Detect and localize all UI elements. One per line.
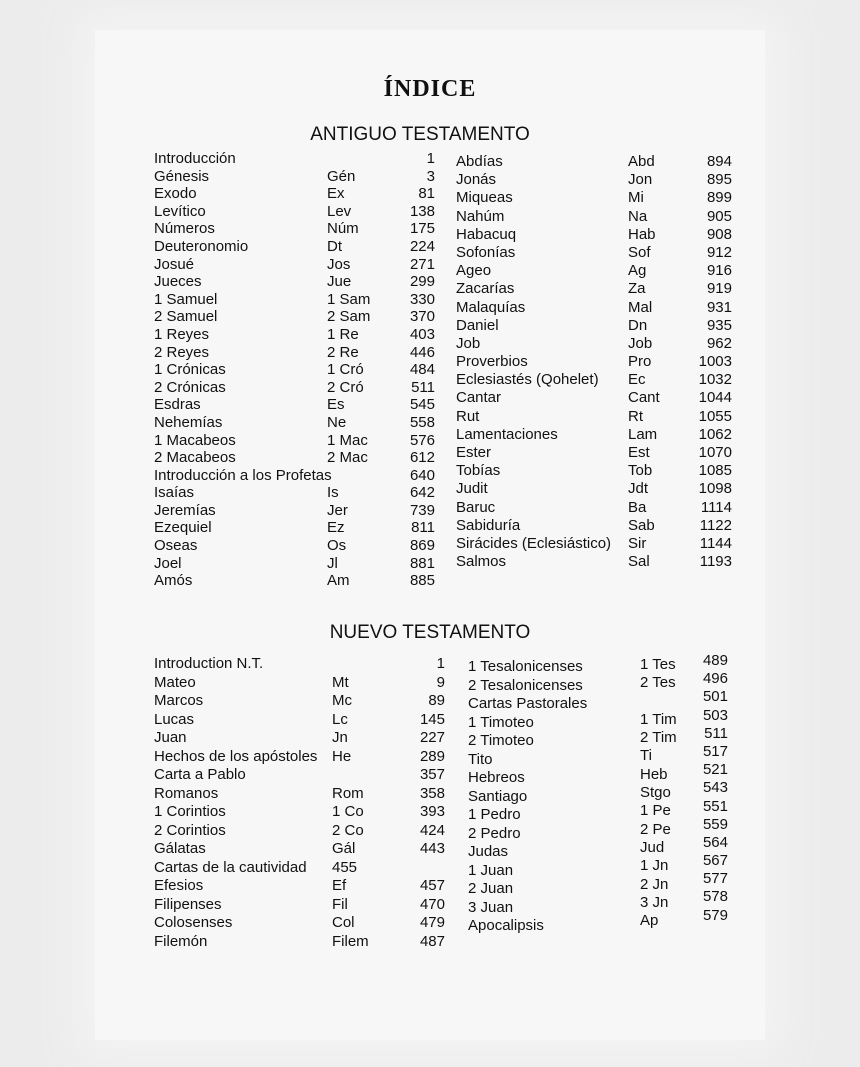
page-number: 227: [419, 729, 445, 746]
book-abbreviation: Hab: [628, 225, 656, 243]
book-name: Colosenses: [154, 914, 233, 931]
book-abbreviation: Is: [327, 484, 339, 502]
book-abbreviation: Jdt: [628, 480, 649, 498]
page-number: 1114: [700, 498, 732, 516]
book-name: Rut: [456, 407, 480, 425]
book-name: Jueces: [154, 273, 202, 291]
book-name: Hechos de los apóstoles: [154, 747, 318, 765]
book-name: Judit: [456, 480, 488, 498]
book-abbreviation: Mal: [628, 298, 653, 316]
book-abbreviation: Fil: [332, 895, 348, 913]
book-name: Carta a Pablo: [154, 766, 246, 783]
book-abbreviation: Heb: [640, 765, 668, 783]
page-number: 567: [702, 852, 728, 870]
book-abbreviation: Jud: [640, 838, 665, 856]
book-abbreviation: 1 Co: [332, 803, 364, 820]
book-name: Exodo: [154, 185, 197, 203]
page-number: 501: [702, 688, 728, 706]
book-name: Filipenses: [154, 895, 222, 913]
page-number: 1003: [698, 353, 732, 371]
book-abbreviation: Jos: [327, 255, 351, 273]
book-abbreviation: 455: [332, 858, 358, 876]
book-abbreviation: 1 Pe: [640, 802, 671, 820]
page-number: 739: [409, 501, 435, 519]
book-abbreviation: Na: [628, 207, 648, 225]
book-name: Daniel: [456, 316, 499, 334]
book-name: Lamentaciones: [456, 425, 558, 443]
book-abbreviation: He: [332, 747, 352, 765]
book-name: Tito: [468, 750, 493, 768]
book-name: Zacarías: [456, 280, 515, 298]
page-number: 81: [418, 185, 435, 203]
page-number: 642: [409, 484, 435, 502]
page-number: 912: [706, 243, 732, 261]
page-number: 543: [702, 779, 728, 797]
book-abbreviation: Ap: [640, 912, 659, 930]
page-number: 358: [419, 784, 445, 802]
book-name: 2 Timoteo: [468, 732, 534, 749]
page-number: 89: [428, 692, 445, 709]
book-name: Malaquías: [456, 298, 526, 316]
page-number: 1062: [698, 425, 732, 443]
book-name: Efesios: [154, 877, 204, 894]
page-number: 559: [702, 815, 728, 833]
book-name: Santiago: [468, 787, 528, 805]
page-number: 640: [409, 466, 435, 484]
book-abbreviation: Sab: [628, 516, 655, 534]
book-abbreviation: Ag: [628, 262, 647, 280]
book-name: 1 Timoteo: [468, 713, 534, 731]
page-number: 138: [409, 202, 435, 220]
book-abbreviation: Cant: [628, 389, 660, 407]
page-number: 357: [419, 766, 445, 783]
book-name: Job: [456, 334, 481, 352]
book-name: 2 Reyes: [154, 343, 210, 361]
book-abbreviation: Stgo: [640, 784, 671, 802]
book-name: 1 Corintios: [154, 803, 226, 820]
book-name: Gálatas: [154, 840, 206, 857]
book-name: Lucas: [154, 710, 195, 728]
book-abbreviation: 2 Tim: [640, 729, 677, 747]
book-name: Ezequiel: [154, 519, 212, 537]
page-number: 271: [409, 255, 435, 273]
page-number: 935: [706, 316, 732, 334]
book-abbreviation: Gén: [327, 167, 356, 185]
book-name: Sabiduría: [456, 516, 521, 534]
book-abbreviation: Sir: [628, 534, 647, 552]
book-abbreviation: Rt: [628, 407, 643, 425]
book-abbreviation: Am: [327, 572, 350, 590]
page-number: 457: [419, 877, 445, 894]
book-name: Jeremías: [154, 501, 216, 519]
book-name: Cartas Pastorales: [468, 695, 588, 712]
book-name: Proverbios: [456, 353, 528, 371]
page-number: 9: [436, 673, 445, 691]
page-number: 962: [706, 334, 732, 352]
book-abbreviation: Mi: [628, 189, 644, 207]
book-name: 2 Pedro: [468, 824, 521, 842]
book-name: Apocalipsis: [468, 917, 544, 934]
page-number: 487: [419, 932, 445, 950]
book-abbreviation: 3 Jn: [640, 893, 669, 911]
page-number: 576: [409, 431, 435, 449]
book-abbreviation: 2 Pe: [640, 820, 671, 838]
book-abbreviation: Ex: [327, 185, 345, 203]
book-abbreviation: 1 Tes: [640, 656, 676, 673]
book-name: Deuteronomio: [154, 237, 249, 255]
book-name: Marcos: [154, 692, 204, 709]
book-name: Judas: [468, 843, 509, 860]
page-number: 479: [419, 914, 445, 931]
book-name: Cantar: [456, 389, 502, 407]
page-number: 517: [702, 742, 728, 760]
book-abbreviation: Ef: [332, 877, 347, 894]
page-number: 885: [409, 572, 435, 590]
book-name: Oseas: [154, 537, 198, 555]
book-name: Hebreos: [468, 769, 525, 786]
page-number: 551: [702, 797, 728, 815]
book-abbreviation: Est: [628, 444, 650, 461]
page-number: 894: [706, 153, 732, 170]
book-abbreviation: Za: [628, 280, 646, 298]
book-name: Abdías: [456, 153, 503, 170]
page-number: 577: [702, 870, 728, 888]
book-name: 1 Macabeos: [154, 431, 236, 449]
book-name: 3 Juan: [468, 898, 514, 916]
book-abbreviation: 1 Mac: [327, 431, 368, 449]
book-abbreviation: 2 Sam: [327, 308, 371, 326]
page-number: 443: [419, 840, 445, 857]
book-name: Joel: [154, 554, 182, 572]
page-number: 1: [436, 655, 445, 672]
book-name: Amós: [154, 572, 193, 590]
book-abbreviation: Filem: [332, 932, 369, 950]
book-abbreviation: 2 Jn: [640, 875, 669, 893]
book-abbreviation: Es: [327, 396, 345, 414]
page-number: 511: [411, 378, 435, 396]
page-number: 1098: [698, 480, 732, 498]
book-name: Tobías: [456, 462, 501, 480]
book-name: Introduction N.T.: [154, 655, 264, 672]
book-abbreviation: 2 Re: [327, 343, 359, 361]
page-number: 175: [409, 220, 435, 238]
book-name: Filemón: [154, 932, 208, 950]
page-number: 424: [419, 821, 445, 839]
page-number: 330: [409, 290, 435, 308]
book-abbreviation: Job: [628, 334, 653, 352]
new-testament-heading: NUEVO TESTAMENTO: [329, 622, 531, 643]
page-number: 919: [706, 280, 732, 298]
book-abbreviation: Mt: [332, 673, 349, 691]
book-name: Números: [154, 220, 215, 238]
book-abbreviation: 1 Cró: [327, 361, 364, 379]
book-abbreviation: Jue: [327, 273, 352, 291]
page-number: 905: [706, 207, 732, 225]
page-number: 484: [409, 361, 435, 379]
page-number: 931: [706, 298, 732, 316]
book-name: Josué: [154, 255, 195, 273]
page-title: ÍNDICE: [383, 76, 477, 102]
page-number: 811: [411, 519, 435, 537]
book-abbreviation: Jl: [327, 554, 338, 572]
book-name: Habacuq: [456, 225, 517, 243]
book-abbreviation: 2 Mac: [327, 449, 368, 467]
book-abbreviation: Dt: [327, 237, 342, 255]
book-abbreviation: Abd: [628, 153, 655, 170]
book-abbreviation: Rom: [332, 784, 364, 802]
book-abbreviation: 2 Co: [332, 821, 364, 839]
page-number: 545: [409, 396, 435, 414]
page-number: 869: [409, 537, 435, 555]
page-number: 224: [409, 237, 435, 255]
page-number: 1122: [699, 516, 732, 534]
page-number: 1032: [698, 371, 732, 389]
book-abbreviation: Os: [327, 537, 347, 555]
page-number: 881: [409, 554, 435, 572]
book-name: Eclesiastés (Qohelet): [456, 371, 599, 389]
book-abbreviation: Tob: [628, 462, 653, 480]
book-name: Salmos: [456, 553, 507, 571]
book-abbreviation: Dn: [628, 316, 648, 334]
book-name: Génesis: [154, 167, 210, 185]
book-abbreviation: Col: [332, 914, 355, 931]
book-abbreviation: 1 Sam: [327, 290, 371, 308]
book-name: 2 Juan: [468, 880, 514, 897]
book-abbreviation: Jn: [332, 729, 348, 746]
page-number: 558: [409, 413, 435, 431]
page-number: 1044: [698, 389, 732, 407]
page-number: 1085: [698, 462, 732, 480]
book-name: 2 Crónicas: [154, 378, 226, 396]
page-number: 3: [426, 167, 435, 185]
book-name: 1 Pedro: [468, 806, 521, 823]
book-name: Cartas de la cautividad: [154, 858, 307, 876]
book-name: 1 Juan: [468, 861, 514, 879]
book-abbreviation: Sal: [628, 553, 650, 571]
book-name: Mateo: [154, 673, 196, 691]
page-number: 370: [409, 308, 435, 326]
book-name: Juan: [154, 729, 187, 746]
book-abbreviation: Lc: [332, 710, 348, 728]
page-number: 916: [706, 262, 732, 280]
page-number: 564: [702, 833, 728, 851]
book-name: Isaías: [154, 484, 195, 502]
page-number: 521: [702, 761, 728, 779]
page-number: 511: [704, 724, 728, 742]
book-name: Sirácides (Eclesiástico): [456, 534, 612, 552]
old-testament-heading: ANTIGUO TESTAMENTO: [310, 124, 530, 145]
book-name: 1 Samuel: [154, 290, 218, 308]
page-number: 899: [706, 189, 732, 207]
book-abbreviation: Gál: [332, 840, 356, 857]
page-number: 612: [409, 449, 435, 467]
page-number: 145: [419, 710, 445, 728]
book-abbreviation: Ba: [628, 498, 647, 516]
book-name: Sofonías: [456, 243, 516, 261]
book-abbreviation: Jer: [327, 501, 348, 519]
book-name: 2 Macabeos: [154, 449, 236, 467]
book-abbreviation: Mc: [332, 692, 352, 709]
book-name: Romanos: [154, 784, 219, 802]
book-name: 1 Crónicas: [154, 361, 226, 379]
page-number: 908: [706, 225, 732, 243]
page-number: 578: [702, 888, 728, 906]
book-abbreviation: Jon: [628, 171, 653, 189]
book-abbreviation: 1 Jn: [640, 857, 669, 875]
book-abbreviation: 1 Re: [327, 325, 359, 343]
book-abbreviation: Ec: [628, 371, 646, 389]
book-abbreviation: Lam: [628, 425, 658, 443]
book-name: Nehemías: [154, 413, 223, 431]
page-number: 446: [409, 343, 435, 361]
book-abbreviation: Pro: [628, 353, 652, 371]
page-number: 503: [702, 706, 728, 724]
page-number: 403: [409, 325, 435, 343]
book-abbreviation: 1 Tim: [640, 710, 677, 728]
page-number: 579: [702, 906, 728, 924]
page-number: 496: [702, 670, 728, 688]
book-name: 1 Tesalonicenses: [468, 658, 583, 675]
page-number: 1144: [699, 534, 732, 552]
book-name: 2 Samuel: [154, 308, 218, 326]
book-abbreviation: Ti: [640, 747, 652, 765]
book-abbreviation: Lev: [327, 202, 352, 220]
book-name: Introducción: [154, 150, 236, 167]
book-name: Jonás: [456, 171, 497, 189]
page-number: 1193: [699, 553, 732, 571]
book-name: Introducción a los Profetas: [154, 466, 332, 484]
book-name: Levítico: [154, 202, 206, 220]
book-abbreviation: 2 Cró: [327, 378, 364, 396]
book-abbreviation: Ne: [327, 413, 347, 431]
book-name: 2 Tesalonicenses: [468, 676, 583, 694]
page-number: 489: [702, 652, 728, 669]
book-name: Ageo: [456, 262, 492, 280]
page-number: 470: [419, 895, 445, 913]
book-name: Nahúm: [456, 207, 505, 225]
book-name: Miqueas: [456, 189, 513, 207]
page-number: 289: [419, 747, 445, 765]
book-abbreviation: 2 Tes: [640, 674, 676, 692]
book-name: Esdras: [154, 396, 201, 414]
page-number: 393: [419, 803, 445, 820]
book-name: Ester: [456, 444, 492, 461]
book-name: 1 Reyes: [154, 325, 210, 343]
page-number: 895: [706, 171, 732, 189]
book-abbreviation: Núm: [327, 220, 359, 238]
book-abbreviation: Ez: [327, 519, 345, 537]
book-abbreviation: Sof: [628, 243, 651, 261]
book-name: 2 Corintios: [154, 821, 226, 839]
page-number: 1055: [698, 407, 732, 425]
page-number: 299: [409, 273, 435, 291]
page-number: 1: [426, 150, 435, 167]
book-name: Baruc: [456, 498, 496, 516]
page-number: 1070: [698, 444, 732, 461]
